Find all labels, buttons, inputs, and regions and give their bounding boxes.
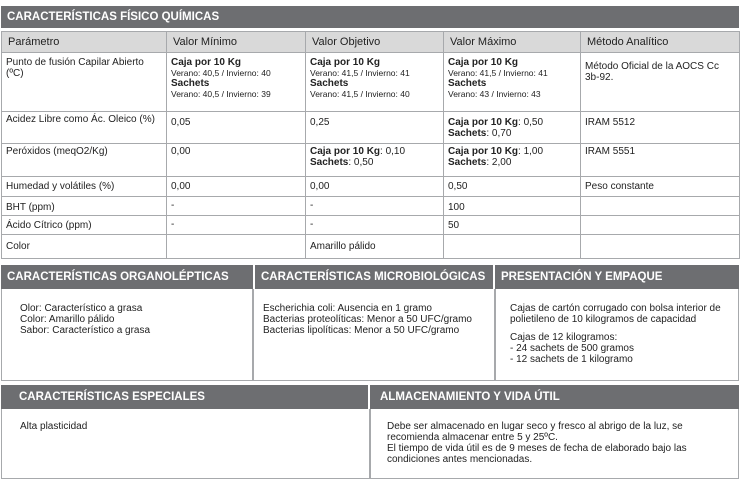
method-cell: Peso constante	[581, 177, 740, 197]
table-row	[2, 177, 740, 197]
value: : 0,50	[518, 117, 544, 128]
especiales-box	[1, 409, 370, 479]
value: : 1,00	[518, 146, 544, 157]
packaging-label: Caja por 10 Kg	[171, 57, 242, 68]
column-header: Parámetro	[2, 32, 167, 53]
pres-line: Cajas de 12 kilogramos:	[510, 332, 618, 343]
org-line: Color: Amarillo pálido	[20, 314, 115, 325]
packaging-label: Caja por 10 Kg	[448, 57, 519, 68]
max-cell: 100	[444, 197, 581, 216]
column-header: Valor Máximo	[444, 32, 581, 53]
param-cell: Humedad y volátiles (%)	[2, 177, 167, 197]
season-values: Verano: 40,5 / Invierno: 39	[171, 89, 271, 99]
method-cell: IRAM 5551	[581, 144, 740, 177]
pres-line: - 12 sachets de 1 kilogramo	[510, 354, 633, 365]
obj-cell: -	[306, 216, 444, 235]
value: : 0,50	[348, 157, 374, 168]
method-cell: IRAM 5512	[581, 112, 740, 144]
packaging-label: Sachets	[171, 78, 210, 89]
obj-cell	[306, 53, 444, 112]
micro-line: Bacterias lipolíticas: Menor a 50 UFC/gramo	[263, 325, 460, 336]
micro-line: Bacterias proteolíticas: Menor a 50 UFC/gramo	[263, 314, 472, 325]
value: : 2,00	[486, 157, 512, 168]
param-cell: Punto de fusión Capilar Abierto (ºC)	[2, 53, 167, 112]
micro-line: Escherichia coli: Ausencia en 1 gramo	[263, 303, 432, 314]
section-header-microbiologicas: CARACTERÍSTICAS MICROBIOLÓGICAS	[255, 265, 493, 289]
season-values: Verano: 41,5 / Invierno: 41	[448, 68, 548, 78]
table-row	[2, 53, 740, 112]
param-cell: Acidez Libre como Ác. Oleico (%)	[2, 112, 167, 144]
table-row	[2, 112, 740, 144]
max-cell	[444, 53, 581, 112]
min-cell: 0,05	[167, 112, 306, 144]
param-cell: Peróxidos (meqO2/Kg)	[2, 144, 167, 177]
packaging-label: Sachets	[310, 78, 349, 89]
table-row	[2, 235, 740, 259]
section-header-almacenamiento: ALMACENAMIENTO Y VIDA ÚTIL	[370, 385, 739, 409]
obj-cell	[306, 144, 444, 177]
packaging-label: Caja por 10 Kg	[448, 117, 519, 128]
pres-paragraph: Cajas de cartón corrugado con bolsa interior de polietileno de 10 kilogramos de capacidad	[510, 303, 721, 325]
packaging-label: Sachets	[448, 157, 487, 168]
packaging-label: Sachets	[448, 78, 487, 89]
packaging-label: Caja por 10 Kg	[310, 146, 381, 157]
section-header-presentacion: PRESENTACIÓN Y EMPAQUE	[495, 265, 739, 289]
value: : 0,10	[380, 146, 406, 157]
max-cell: 0,50	[444, 177, 581, 197]
method-cell	[581, 197, 740, 216]
param-cell: BHT (ppm)	[2, 197, 167, 216]
presentacion-box	[495, 289, 739, 381]
max-cell: 50	[444, 216, 581, 235]
table-row	[2, 144, 740, 177]
fisico-quimicas-table	[1, 31, 740, 259]
packaging-label: Sachets	[310, 157, 349, 168]
obj-cell: 0,00	[306, 177, 444, 197]
table-header-row	[2, 32, 740, 53]
min-cell: 0,00	[167, 144, 306, 177]
obj-cell: Amarillo pálido	[306, 235, 444, 259]
org-line: Olor: Característico a grasa	[20, 303, 143, 314]
packaging-label: Caja por 10 Kg	[448, 146, 519, 157]
table-row	[2, 216, 740, 235]
alm-paragraph: Debe ser almacenado en lugar seco y fresco al abrigo de la luz, se recomienda almacenar entre 5 y 25ºC.	[387, 421, 683, 443]
method-cell	[581, 235, 740, 259]
method-cell	[581, 216, 740, 235]
packaging-label: Sachets	[448, 128, 487, 139]
packaging-label: Caja por 10 Kg	[310, 57, 381, 68]
method-cell: Método Oficial de la AOCS Cc 3b-92.	[581, 53, 740, 112]
section-header-fisico-quimicas: CARACTERÍSTICAS FÍSICO QUÍMICAS	[1, 6, 739, 28]
section-header-organolepticas: CARACTERÍSTICAS ORGANOLÉPTICAS	[1, 265, 253, 289]
table-row	[2, 197, 740, 216]
obj-cell: 0,25	[306, 112, 444, 144]
column-header: Valor Objetivo	[306, 32, 444, 53]
season-values: Verano: 43 / Invierno: 43	[448, 89, 541, 99]
season-values: Verano: 41,5 / Invierno: 40	[310, 89, 410, 99]
min-cell: 0,00	[167, 177, 306, 197]
microbiologicas-box	[253, 289, 495, 381]
alm-paragraph: El tiempo de vida útil es de 9 meses de fecha de elaborado bajo las condiciones antes mencionadas.	[387, 443, 687, 465]
season-values: Verano: 40,5 / Invierno: 40	[171, 68, 271, 78]
column-header: Valor Mínimo	[167, 32, 306, 53]
min-cell: -	[167, 197, 306, 216]
obj-cell: -	[306, 197, 444, 216]
min-cell: -	[167, 216, 306, 235]
min-cell	[167, 53, 306, 112]
pres-line: - 24 sachets de 500 gramos	[510, 343, 634, 354]
max-cell	[444, 144, 581, 177]
value: : 0,70	[486, 128, 512, 139]
param-cell: Color	[2, 235, 167, 259]
min-cell	[167, 235, 306, 259]
season-values: Verano: 41,5 / Invierno: 41	[310, 68, 410, 78]
max-cell	[444, 112, 581, 144]
especiales-text: Alta plasticidad	[20, 421, 88, 432]
almacenamiento-box	[370, 409, 739, 479]
column-header: Método Analítico	[581, 32, 740, 53]
organolepticas-box	[1, 289, 253, 381]
section-header-especiales: CARACTERÍSTICAS ESPECIALES	[1, 385, 368, 409]
org-line: Sabor: Característico a grasa	[20, 325, 151, 336]
max-cell	[444, 235, 581, 259]
param-cell: Ácido Cítrico (ppm)	[2, 216, 167, 235]
